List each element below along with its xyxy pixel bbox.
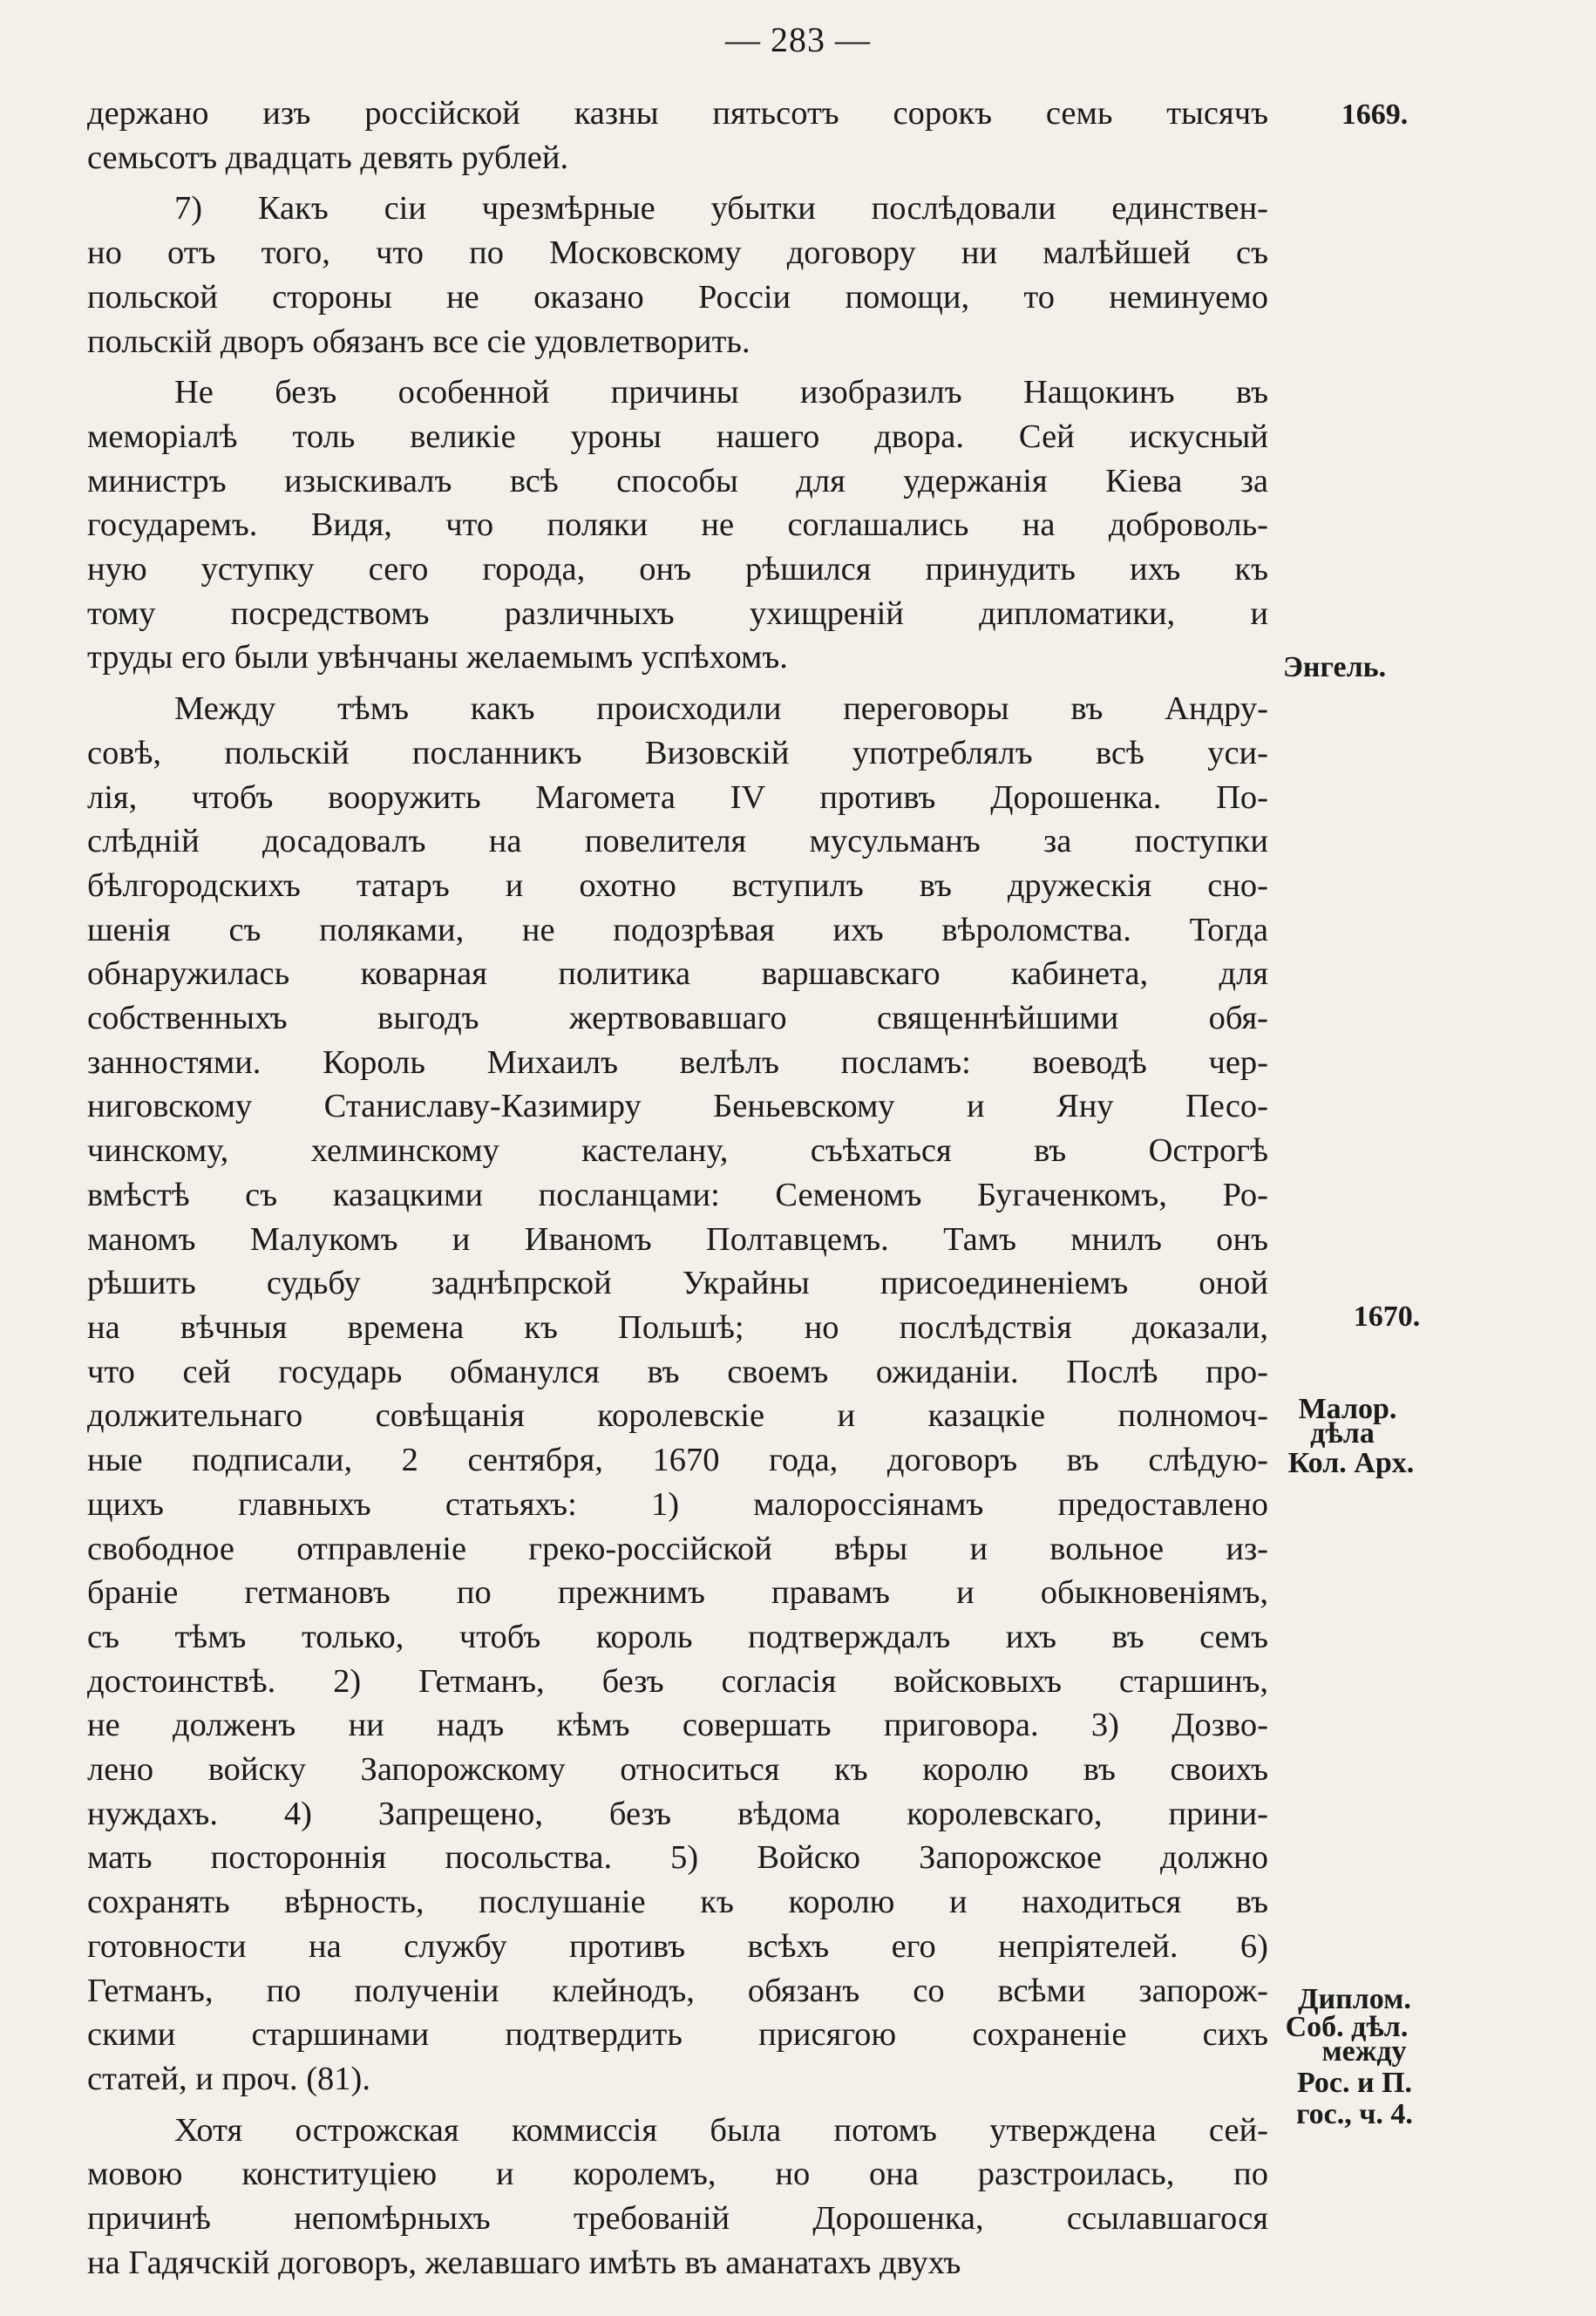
text-line: министръ изыскивалъ всѣ способы для удержанія Кіева за xyxy=(87,462,1268,499)
margin-note-diplom xyxy=(1264,1983,1430,2131)
text-line: Между тѣмъ какъ происходили переговоры въ Андру- xyxy=(174,690,1268,728)
text-line: съ тѣмъ только, чтобъ король подтверждалъ ихъ въ семъ xyxy=(87,1618,1268,1655)
main-text xyxy=(87,92,1268,2285)
margin-note-1669: 1669. xyxy=(1341,98,1409,131)
text-line: свободное отправленіе греко-россійской вѣры и вольное из- xyxy=(87,1530,1268,1567)
text-line: держано изъ россійской казны пятьсотъ сорокъ семь тысячъ xyxy=(87,95,1268,132)
text-line: на вѣчныя времена къ Польшѣ; но послѣдствія доказали, xyxy=(87,1308,1268,1346)
text-line: что сей государь обманулся въ своемъ ожиданіи. Послѣ про- xyxy=(87,1353,1268,1390)
text-line: шенія съ поляками, не подозрѣвая ихъ вѣроломства. Тогда xyxy=(87,911,1268,948)
paragraph xyxy=(87,187,1268,363)
margin-note-line: Рос. и П. xyxy=(1296,2067,1413,2099)
text-line: ную уступку сего города, онъ рѣшился принудить ихъ къ xyxy=(87,551,1268,588)
text-line: слѣдній досадовалъ на повелителя мусульманъ за поступки xyxy=(87,823,1268,860)
paragraph xyxy=(87,92,1268,180)
text-line: тому посредствомъ различныхъ ухищреній дипломатики, и xyxy=(87,594,1268,632)
text-line: достоинствѣ. 2) Гетманъ, безъ согласія войсковыхъ старшинъ, xyxy=(87,1662,1268,1700)
text-line: сохранять вѣрность, послушаніе къ королю и находиться въ xyxy=(87,1884,1268,1921)
text-line: обнаружилась коварная политика варшавскаго кабинета, для xyxy=(87,955,1268,993)
margin-note-malor xyxy=(1255,1393,1430,1480)
text-line: занностями. Король Михаилъ велѣлъ посламъ: воеводѣ чер- xyxy=(87,1043,1268,1081)
text-line: на Гадячскій договоръ, желавшаго имѣть въ аманатахъ двухъ xyxy=(87,2244,961,2281)
text-line: труды его были увѣнчаны желаемымъ успѣхомъ. xyxy=(87,639,788,676)
paragraph xyxy=(87,687,1268,2102)
margin-note-line: Соб. дѣл. xyxy=(1285,2011,1409,2043)
page-number: — 283 — xyxy=(725,20,871,59)
margin-note-engel: Энгель. xyxy=(1282,651,1387,683)
text-line: собственныхъ выгодъ жертвовавшаго священнѣйшими обя- xyxy=(87,1000,1268,1037)
margin-note-line: гос., ч. 4. xyxy=(1296,2098,1413,2130)
margin-note-line: Кол. Арх. xyxy=(1287,1447,1415,1479)
text-line: должительнаго совѣщанія королевскіе и казацкіе полномоч- xyxy=(87,1397,1268,1435)
text-line: Не безъ особенной причины изобразилъ Нащокинъ въ xyxy=(174,374,1268,411)
text-line: ные подписали, 2 сентября, 1670 года, договоръ въ слѣдую- xyxy=(87,1442,1268,1479)
margin-note-line: дѣла xyxy=(1310,1417,1375,1450)
text-line: не долженъ ни надъ кѣмъ совершать приговора. 3) Дозво- xyxy=(87,1707,1268,1744)
text-line: вмѣстѣ съ казацкими посланцами: Семеномъ Бугаченкомъ, Ро- xyxy=(87,1176,1268,1213)
text-line: статей, и проч. (81). xyxy=(87,2060,370,2097)
text-line: Хотя острожская коммиссія была потомъ утверждена сей- xyxy=(174,2111,1268,2149)
text-line: нуждахъ. 4) Запрещено, безъ вѣдома королевскаго, прини- xyxy=(87,1795,1268,1832)
margin-note-1670: 1670. xyxy=(1353,1301,1421,1333)
paragraph xyxy=(87,2109,1268,2285)
text-line: польской стороны не оказано Россіи помощи, то неминуемо xyxy=(87,278,1268,316)
margin-note-line: Диплом. xyxy=(1298,1983,1411,2015)
text-line: мовою конституціею и королемъ, но она разстроилась, по xyxy=(87,2156,1268,2193)
text-line: маномъ Малукомъ и Иваномъ Полтавцемъ. Тамъ мнилъ онъ xyxy=(87,1220,1268,1258)
text-line: лія, чтобъ вооружить Магомета IV противъ Дорошенка. По- xyxy=(87,778,1268,816)
text-line: лено войску Запорожскому относиться къ королю въ своихъ xyxy=(87,1751,1268,1789)
text-line: меморіалѣ толь великіе уроны нашего двора. Сей искусный xyxy=(87,418,1268,455)
text-line: скими старшинами подтвердить присягою сохраненіе сихъ xyxy=(87,2016,1268,2054)
margin-note-line: Малор. xyxy=(1298,1393,1397,1425)
text-line: причинѣ непомѣрныхъ требованій Дорошенка, ссылавшагося xyxy=(87,2200,1268,2238)
text-line: польскій дворъ обязанъ все сіе удовлетворить. xyxy=(87,323,750,360)
text-line: чинскому, хелминскому кастелану, съѣхаться въ Острогѣ xyxy=(87,1132,1268,1170)
text-line: государемъ. Видя, что поляки не соглашались на доброволь- xyxy=(87,506,1268,544)
text-line: 7) Какъ сіи чрезмѣрные убытки послѣдовали единствен- xyxy=(174,190,1268,228)
text-line: но отъ того, что по Московскому договору ни малѣйшей съ xyxy=(87,234,1268,272)
text-line: мать постороннія посольства. 5) Войско Запорожское должно xyxy=(87,1839,1268,1877)
text-line: браніе гетмановъ по прежнимъ правамъ и обыкновеніямъ, xyxy=(87,1574,1268,1612)
text-line: ниговскому Станиславу-Казимиру Беньевскому и Яну Песо- xyxy=(87,1088,1268,1125)
text-line: рѣшить судьбу заднѣпрской Украйны присоединеніемъ оной xyxy=(87,1265,1268,1302)
text-line: Гетманъ, по полученіи клейнодъ, обязанъ со всѣми запорож- xyxy=(87,1972,1268,2009)
text-line: готовности на службу противъ всѣхъ его непріятелей. 6) xyxy=(87,1927,1268,1965)
paragraph xyxy=(87,370,1268,680)
text-line: бѣлгородскихъ татаръ и охотно вступилъ въ дружескія сно- xyxy=(87,866,1268,904)
text-line: семьсотъ двадцать девять рублей. xyxy=(87,139,569,176)
text-line: щихъ главныхъ статьяхъ: 1) малороссіянамъ предоставлено xyxy=(87,1485,1268,1523)
text-line: совѣ, польскій посланникъ Визовскій употреблялъ всѣ уси- xyxy=(87,734,1268,771)
margin-note-line: между xyxy=(1321,2035,1407,2068)
